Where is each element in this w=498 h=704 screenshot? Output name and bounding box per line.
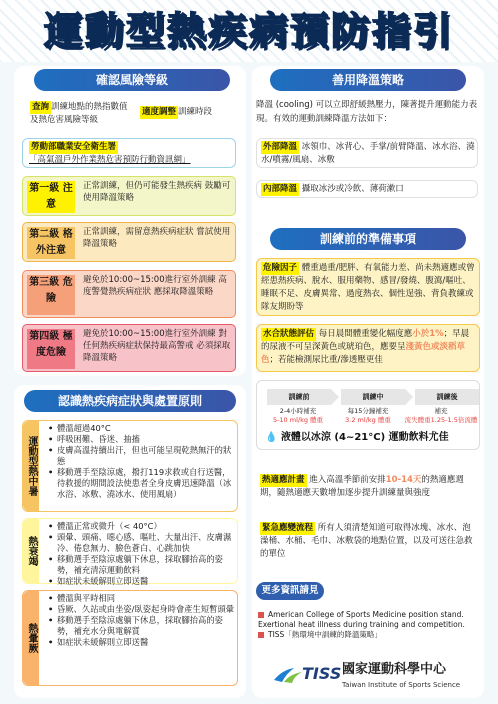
external-cooling-text: 冰領巾、冰背心、手掌/前臂降溫、冰水浴、澆水/噴霧/風扇、冰敷 [261, 142, 475, 165]
org-name-zh: 國家運動科學中心 [342, 662, 447, 677]
symptom-item: • 如症狀未緩解則立即送醫 [51, 576, 235, 587]
fluid-during-amount: 每15分鐘補充 [347, 407, 389, 415]
more-info-heading: 更多資訊請見 [256, 582, 324, 600]
fluid-before-detail: 5-10 ml/kg 體重 [272, 416, 324, 424]
risk-level-1 [22, 176, 236, 216]
fluid-phases [267, 389, 479, 405]
org-name-en: Taiwan Institute of Sports Science [342, 681, 461, 689]
ministry-box [22, 138, 236, 168]
emergency-tag: 緊急應變流程 [262, 523, 314, 533]
internal-cooling-tag: 內部降溫 [263, 184, 298, 194]
fluid-during-detail: 3.2 ml/kg 體重 [345, 416, 391, 424]
symptom-group [22, 420, 238, 512]
symptom-group-label: 運動型熱中暑 [23, 421, 39, 511]
acclim-tag: 熱適應計畫 [262, 475, 305, 485]
risk-level-desc: 正常訓練，需留意熱疾病症狀 嘗試使用降溫策略 [83, 227, 231, 249]
fluid-during: 訓練中 [341, 389, 405, 405]
risk-factors-text: 體重過重/肥胖、有氧能力差、尚未熱適應或曾經患熱疾病、脫水、服用藥物、感冒/發燒、腹瀉/嘔吐、睡眠不足、皮膚異常、過度熱衣、個性逞強、背負教練或隊友期盼等 [261, 263, 475, 312]
symptom-item: • 呼吸困難、昏迷、抽搐 [51, 434, 235, 445]
symptom-list [45, 521, 235, 587]
symptom-group [22, 518, 238, 584]
ministry-label: 勞動部職業安全衛生署 [31, 142, 117, 152]
ministry-link[interactable]: 「高氣溫戶外作業熱危害預防行動資訊網」 [29, 155, 191, 165]
prep-heading: 訓練前的準備事項 [270, 228, 466, 250]
risk-heading: 確認風險等級 [34, 69, 230, 91]
symptom-item: • 皮膚高溫持續出汗，但也可能呈現乾熱無汗的狀態 [51, 445, 235, 467]
fluid-before-amount: 2-4小時補充 [279, 407, 317, 415]
symptom-item: • 移動選手至陰涼處躺下休息，採取腳抬高的姿勢，補充水分與電解質 [51, 615, 235, 637]
symptom-group [22, 590, 238, 686]
org-abbr: TISS [302, 664, 342, 683]
symptom-item: • 如症狀未緩解則立即送醫 [51, 637, 235, 648]
risk-level-label: 第二級 格外注意 [27, 227, 75, 259]
acclimatization: 熱適應計畫 進入高溫季節前安排10-14天的熱適應週期，隨熱適應天數增加逐步提升訓練量與強度 [256, 472, 480, 502]
arrow-icon [331, 389, 339, 405]
risk-factors-tag: 危險因子 [263, 263, 298, 273]
symptom-item: • 體溫正常或微升（< 40°C） [51, 521, 235, 532]
risk-level-4 [22, 324, 236, 372]
symptom-item: • 移動選手至陰涼處，撥打119求救或自行送醫，待救援的期間設法使患者全身皮膚迅速降溫（冰水浴、冰敷、澆冰水、使用風扇） [51, 467, 235, 500]
hint-adjust: 適度調整 訓練時段 [142, 107, 213, 117]
emergency-plan: 緊急應變流程 所有人須清楚知道可取得冰塊、冰水、泡澡桶、水桶、毛巾、冰敷袋的地點位置，以及可送往急救的單位 [256, 520, 480, 562]
reference-item[interactable] [258, 630, 480, 640]
fluid-intake [256, 380, 480, 450]
internal-cooling-text: 攝取冰沙或冷飲、薄荷漱口 [301, 184, 404, 194]
header [0, 0, 498, 62]
risk-factors [256, 258, 480, 316]
risk-level-label: 第三級 危險 [27, 275, 75, 315]
cooling-heading: 善用降溫策略 [270, 69, 466, 91]
hydration-assessment: 水合狀態評估 每日晨間體重變化幅度應小於1%；早晨的尿液不可呈深黃色或琥珀色，應要呈淺黃色或淡稻草色；若能檢測尿比重/滲透壓更佳 [256, 324, 480, 372]
risk-level-desc: 避免於10:00~15:00進行室外訓練 高度警覺熱疾病症狀 應採取降溫策略 [83, 275, 227, 297]
risk-level-desc: 避免於10:00~15:00進行室外訓練 對任何熱疾病症狀保持最高警戒 必須採取降溫策略 [83, 329, 231, 363]
symptom-item: • 頭暈、頭痛、噁心感、嘔吐、大量出汗、皮膚濕冷、倦怠無力、臉色蒼白、心跳加快 [51, 532, 235, 554]
symptom-item: • 體溫超過40°C [51, 423, 235, 434]
fluid-note: 液體以冰涼 (4~21°C) 運動飲料尤佳 [280, 432, 449, 443]
water-drop-icon: 💧 [265, 432, 278, 443]
risk-level-3 [22, 270, 236, 318]
external-cooling-tag: 外部降溫 [263, 142, 298, 152]
symptom-group-label: 熱暈厥 [23, 591, 39, 685]
symptom-item: • 體溫與平時相同 [51, 593, 235, 604]
risk-level-label: 第一級 注意 [27, 181, 75, 213]
poster-title: 運動型熱疾病預防指引 [43, 9, 454, 53]
reference-text: TISS「熱環境中訓練的降溫策略」 [268, 630, 382, 639]
risk-level-desc: 正常訓練，但仍可能發生熱疾病 鼓勵可使用降溫策略 [83, 181, 231, 203]
external-cooling [256, 138, 478, 168]
symptom-item: • 昏厥、久站或由坐姿/臥姿起身時會產生短暫頭暈 [51, 604, 235, 615]
risk-level-2 [22, 222, 236, 262]
hydration-tag: 水合狀態評估 [263, 329, 315, 339]
risk-hints [22, 98, 236, 132]
risk-level-label: 第四級 極度危險 [27, 329, 75, 369]
fluid-after-detail: 流失體重1.25-1.5倍流體 [404, 416, 478, 424]
fluid-after-amount: 補充 [434, 407, 448, 415]
symptom-group-label: 熱衰竭 [23, 519, 39, 583]
bullet-square-icon [258, 612, 264, 618]
hint-lookup: 查詢 訓練地點的熱指數值及熱危害風險等級 [30, 102, 128, 125]
symptom-list [45, 423, 235, 500]
cooling-intro: 降溫 (cooling) 可以立即舒緩熱壓力，陳著提升運動能力表現。有效的運動訓練降溫方法如下： [256, 100, 478, 124]
internal-cooling [256, 180, 478, 198]
bullet-square-icon [258, 632, 264, 638]
reference-text: American College of Sports Medicine position stand. Exertional heat illness during training and competition. [258, 610, 465, 629]
reference-item[interactable] [258, 610, 480, 630]
tiss-logo-icon [272, 666, 304, 684]
symptom-list [45, 593, 235, 648]
arrow-icon [405, 389, 413, 405]
fluid-before: 訓練前 [267, 389, 331, 405]
symptom-item: • 移動選手至陰涼處躺下休息，採取腳抬高的姿勢，補充清涼運動飲料 [51, 554, 235, 576]
fluid-after: 訓練後 [415, 389, 479, 405]
symptoms-heading: 認識熱疾病症狀與處置原則 [24, 390, 236, 412]
